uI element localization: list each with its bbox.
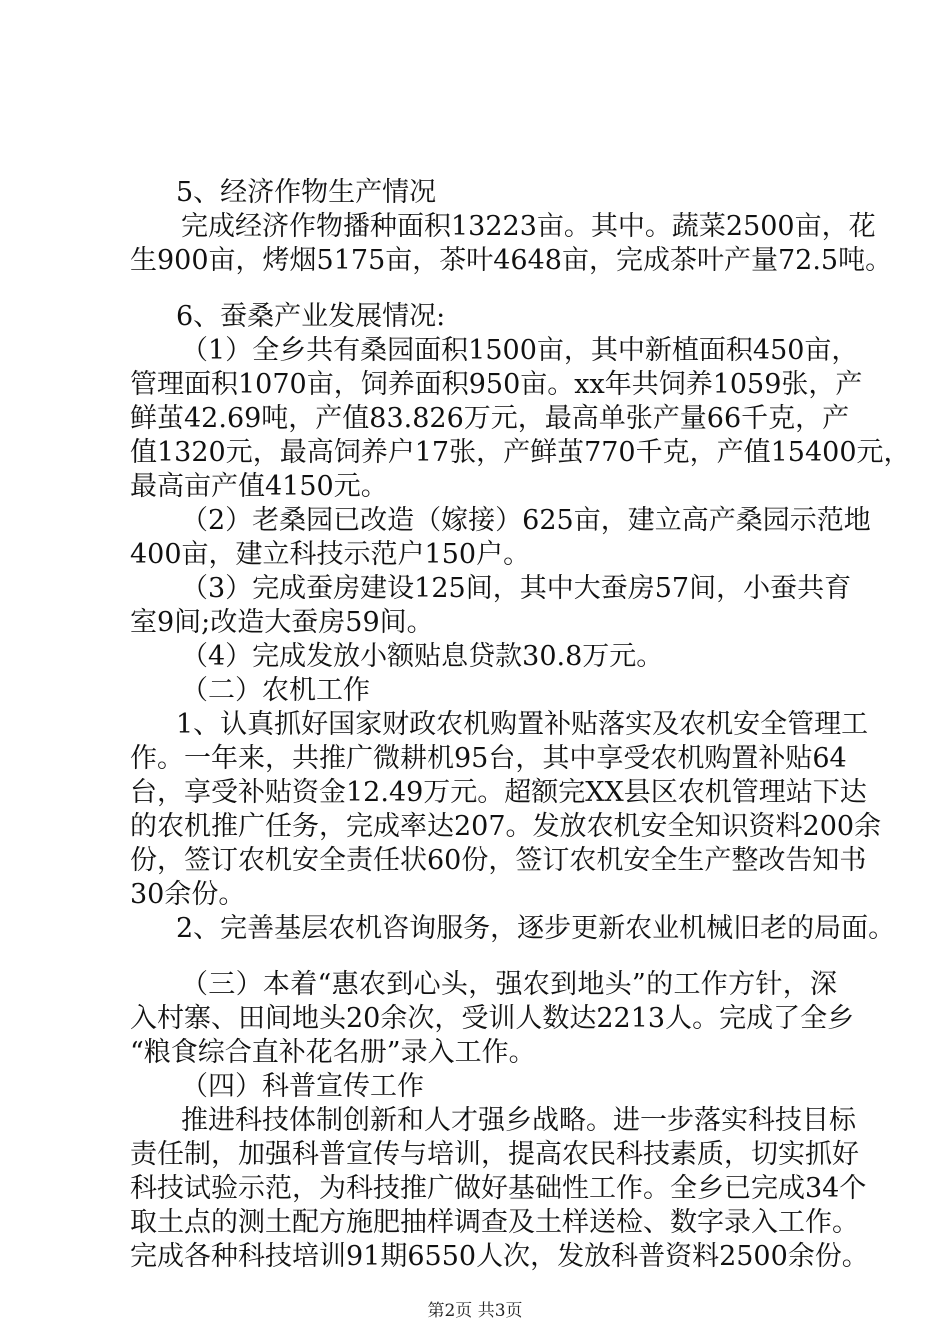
section-6-item-2-line: （2）老桑园已改造（嫁接）625亩，建立高产桑园示范地: [181, 505, 871, 536]
section-6-item-2-line: 400亩，建立科技示范户150户。: [130, 539, 531, 570]
part-2-paragraph-1-line: 作。一年来，共推广微耕机95台，其中享受农机购置补贴64: [130, 743, 847, 774]
part-4-line: 推进科技体制创新和人才强乡战略。进一步落实科技目标: [181, 1105, 856, 1136]
part-2-paragraph-1-line: 1、认真抓好国家财政农机购置补贴落实及农机安全管理工: [176, 709, 869, 740]
part-4-line: 完成各种科技培训91期6550人次，发放科普资料2500余份。: [130, 1241, 869, 1272]
section-5-heading: 5、经济作物生产情况: [176, 177, 437, 208]
section-5-line: 完成经济作物播种面积13223亩。其中。蔬菜2500亩，花: [181, 211, 876, 242]
section-6-item-1-line: （1）全乡共有桑园面积1500亩，其中新植面积450亩，: [181, 335, 859, 366]
section-6-item-1-line: 值1320元，最高饲养户17张，产鲜茧770千克，产值15400元，: [130, 437, 911, 468]
part-3-line: “粮食综合直补花名册”录入工作。: [130, 1037, 536, 1068]
section-6-item-3-line: （3）完成蚕房建设125间，其中大蚕房57间，小蚕共育: [181, 573, 852, 604]
part-3-line: 入村寨、田间地头20余次，受训人数达2213人。完成了全乡: [130, 1003, 855, 1034]
page-footer: 第2页 共3页: [427, 1301, 523, 1321]
part-2-paragraph-1-line: 台，享受补贴资金12.49万元。超额完XX县区农机管理站下达: [130, 777, 867, 808]
part-4-line: 取土点的测土配方施肥抽样调查及土样送检、数字录入工作。: [130, 1207, 859, 1238]
section-6-heading: 6、蚕桑产业发展情况:: [176, 301, 446, 332]
part-4-heading: （四）科普宣传工作: [181, 1071, 424, 1102]
part-2-heading: （二）农机工作: [181, 675, 370, 706]
part-2-paragraph-1-line: 30余份。: [130, 879, 246, 910]
section-6-item-1-line: 管理面积1070亩，饲养面积950亩。xx年共饲养1059张，产: [130, 369, 863, 400]
part-2-paragraph-1-line: 的农机推广任务，完成率达207。发放农机安全知识资料200余: [130, 811, 882, 842]
section-6-item-4: （4）完成发放小额贴息贷款30.8万元。: [181, 641, 664, 672]
section-6-item-3-line: 室9间;改造大蚕房59间。: [130, 607, 434, 638]
part-2-paragraph-2: 2、完善基层农机咨询服务，逐步更新农业机械旧老的局面。: [176, 913, 896, 944]
part-4-line: 科技试验示范，为科技推广做好基础性工作。全乡已完成34个: [130, 1173, 867, 1204]
section-6-item-1-line: 鲜茧42.69吨，产值83.826万元，最高单张产量66千克，产: [130, 403, 850, 434]
section-6-item-1-line: 最高亩产值4150元。: [130, 471, 388, 502]
part-3-line: （三）本着“惠农到心头，强农到地头”的工作方针，深: [181, 969, 837, 1000]
section-5-line: 生900亩，烤烟5175亩，茶叶4648亩，完成茶叶产量72.5吨。: [130, 245, 893, 276]
part-4-line: 责任制，加强科普宣传与培训，提高农民科技素质，切实抓好: [130, 1139, 859, 1170]
part-2-paragraph-1-line: 份，签订农机安全责任状60份，签订农机安全生产整改告知书: [130, 845, 867, 876]
